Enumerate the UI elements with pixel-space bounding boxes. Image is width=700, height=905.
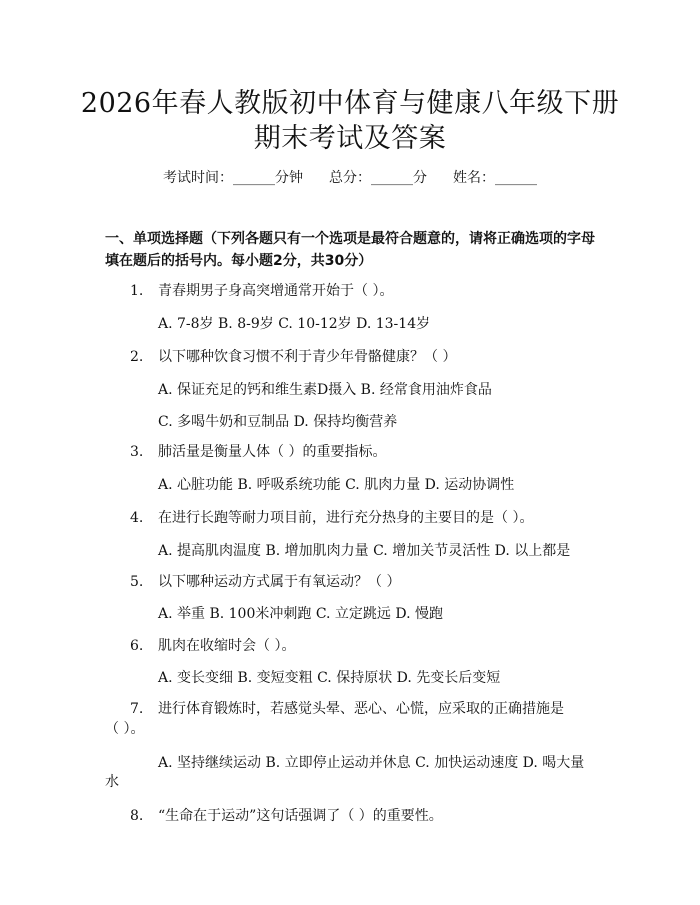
- question-7-text-continued: （ ）。: [105, 721, 145, 737]
- section-1-heading: 一、单项选择题（下列各题只有一个选项是最符合题意的，请将正确选项的字母: [105, 231, 595, 247]
- question-number: 4.: [130, 510, 144, 526]
- question-text: “生命在于运动”这句话强调了（ ）的重要性。: [158, 808, 443, 824]
- question-4: [130, 508, 533, 528]
- question-text: 青春期男子身高突增通常开始于（ ）。: [158, 283, 394, 299]
- question-text: 肺活量是衡量人体（ ）的重要指标。: [158, 444, 387, 460]
- section-1-heading-continued: 填在题后的括号内。每小题2分，共30分）: [105, 253, 373, 269]
- question-text: 在进行长跑等耐力项目前，进行充分热身的主要目的是（ ）。: [158, 510, 534, 526]
- exam-time-field: 考试时间：______分钟: [163, 170, 303, 186]
- exam-info-line: [0, 168, 700, 188]
- question-text: 肌肉在收缩时会（ ）。: [158, 638, 296, 654]
- question-number: 2.: [130, 349, 144, 365]
- question-1-options: A. 7-8岁 B. 8-9岁 C. 10-12岁 D. 13-14岁: [158, 316, 431, 332]
- question-1: [130, 281, 393, 301]
- total-score-field: 总分：______分: [329, 170, 427, 186]
- question-text: 进行体育锻炼时，若感觉头晕、恶心、心慌，应采取的正确措施是: [158, 701, 564, 717]
- question-number: 8.: [130, 808, 144, 824]
- question-2-options-line-1: A. 保证充足的钙和维生素D摄入 B. 经常食用油炸食品: [158, 382, 492, 398]
- question-3-options: A. 心脏功能 B. 呼吸系统功能 C. 肌肉力量 D. 运动协调性: [158, 477, 515, 493]
- question-number: 7.: [130, 701, 144, 717]
- question-number: 3.: [130, 444, 144, 460]
- question-3: [130, 442, 386, 462]
- question-2: [130, 347, 456, 367]
- question-7-options-continued: 水: [105, 774, 119, 790]
- question-8: [130, 806, 443, 826]
- student-name-field: 姓名：______: [453, 170, 537, 186]
- question-number: 1.: [130, 283, 144, 299]
- document-title-line-2: 期末考试及答案: [253, 123, 447, 154]
- question-2-options-line-2: C. 多喝牛奶和豆制品 D. 保持均衡营养: [158, 414, 398, 430]
- question-6-options: A. 变长变细 B. 变短变粗 C. 保持原状 D. 先变长后变短: [158, 670, 501, 686]
- question-5: [130, 572, 400, 592]
- document-title-line-1: 2026年春人教版初中体育与健康八年级下册: [80, 88, 620, 119]
- question-7: [130, 699, 564, 719]
- question-text: 以下哪种饮食习惯不利于青少年骨骼健康？（ ）: [158, 349, 457, 365]
- question-7-options: A. 坚持继续运动 B. 立即停止运动并休息 C. 加快运动速度 D. 喝大量: [158, 755, 585, 771]
- question-number: 6.: [130, 638, 144, 654]
- question-6: [130, 636, 295, 656]
- question-4-options: A. 提高肌肉温度 B. 增加肌肉力量 C. 增加关节灵活性 D. 以上都是: [158, 543, 571, 559]
- question-number: 5.: [130, 574, 144, 590]
- question-text: 以下哪种运动方式属于有氧运动？（ ）: [158, 574, 401, 590]
- question-5-options: A. 举重 B. 100米冲刺跑 C. 立定跳远 D. 慢跑: [158, 606, 444, 622]
